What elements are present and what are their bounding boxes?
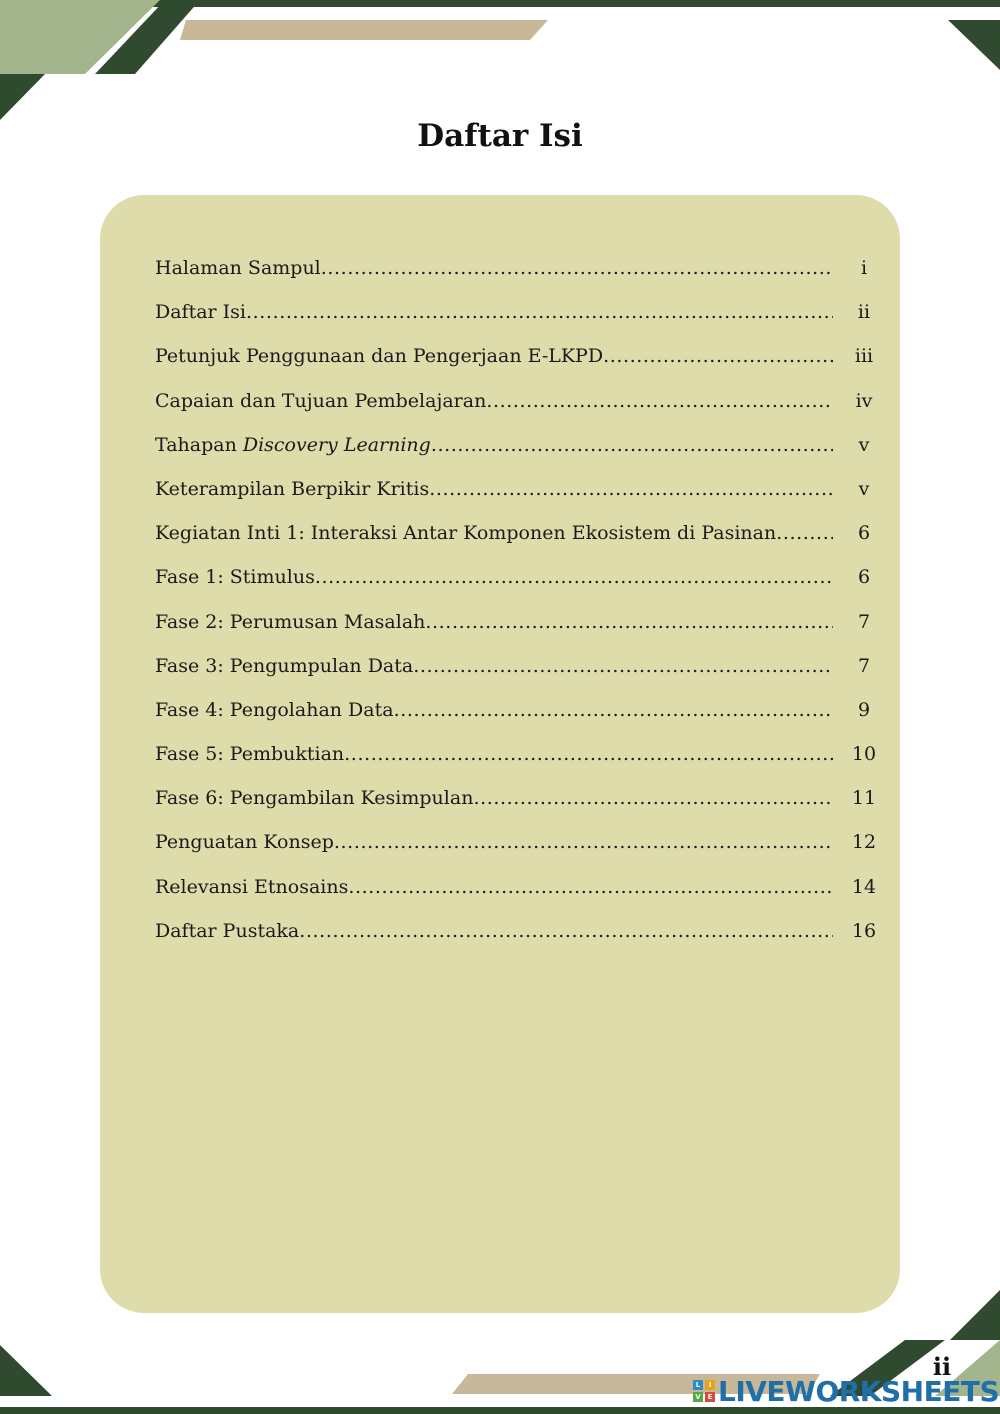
toc-dot-leader bbox=[246, 301, 833, 323]
toc-entry-page: 11 bbox=[851, 787, 877, 810]
logo-letter-v: V bbox=[693, 1392, 703, 1402]
toc-dot-leader bbox=[429, 478, 833, 500]
toc-dot-leader bbox=[334, 831, 833, 853]
toc-entry-label bbox=[155, 566, 315, 588]
toc-dot-leader bbox=[603, 345, 833, 367]
toc-entry-page: 6 bbox=[857, 566, 871, 589]
toc-entry-page: v bbox=[858, 433, 870, 456]
toc-entry[interactable] bbox=[155, 743, 877, 787]
toc-entry[interactable] bbox=[155, 920, 877, 964]
toc-entry-text: Daftar Isi bbox=[155, 301, 247, 324]
toc-entry-label bbox=[155, 478, 429, 500]
top-left-dark-wedge bbox=[0, 74, 45, 120]
toc-entry[interactable] bbox=[155, 257, 877, 301]
toc-entry-page: v bbox=[858, 477, 870, 500]
toc-entry-text: Petunjuk Penggunaan dan Pengerjaan E-LKPD bbox=[155, 345, 604, 368]
toc-dot-leader bbox=[321, 257, 833, 279]
toc-entry[interactable] bbox=[155, 699, 877, 743]
top-right-dark-triangle bbox=[948, 20, 1000, 70]
toc-dot-leader bbox=[425, 611, 833, 633]
toc-entry-text: Tahapan bbox=[155, 433, 243, 456]
toc-entry-page: 16 bbox=[851, 919, 877, 942]
toc-entry-text: Fase 6: Pengambilan Kesimpulan bbox=[155, 787, 474, 810]
liveworksheets-logo bbox=[693, 1374, 999, 1408]
toc-entry-label bbox=[155, 345, 603, 367]
toc-entry-label bbox=[155, 699, 394, 721]
toc-entry-page: 7 bbox=[857, 654, 871, 677]
toc-entry-text: Fase 2: Perumusan Masalah bbox=[155, 610, 426, 633]
toc-entry-text: Fase 1: Stimulus bbox=[155, 566, 315, 589]
top-tan-bar bbox=[180, 20, 548, 40]
toc-entry-text: Relevansi Etnosains bbox=[155, 875, 349, 898]
toc-entry[interactable] bbox=[155, 566, 877, 610]
toc-entry[interactable] bbox=[155, 478, 877, 522]
toc-entry-text: Fase 4: Pengolahan Data bbox=[155, 698, 394, 721]
page-number: ii bbox=[932, 1352, 952, 1381]
toc-entry-label bbox=[155, 434, 431, 456]
toc-entry-label bbox=[155, 787, 473, 809]
toc-entry[interactable] bbox=[155, 345, 877, 389]
toc-dot-leader bbox=[413, 655, 833, 677]
toc-entry-text: Kegiatan Inti 1: Interaksi Antar Komponen Ekosistem di Pasinan bbox=[155, 522, 777, 545]
toc-entry-label bbox=[155, 876, 348, 898]
toc-dot-leader bbox=[394, 699, 833, 721]
toc-entry-page: iii bbox=[854, 345, 874, 368]
toc-dot-leader bbox=[348, 876, 833, 898]
toc-entry-page: 6 bbox=[857, 522, 871, 545]
toc-entry-text: Capaian dan Tujuan Pembelajaran bbox=[155, 389, 487, 412]
toc-dot-leader bbox=[315, 566, 833, 588]
toc-entry-italic-text: Discovery Learning bbox=[242, 433, 431, 456]
toc-entry[interactable] bbox=[155, 876, 877, 920]
toc-entry-text: Halaman Sampul bbox=[155, 257, 321, 279]
toc-entry-page: 7 bbox=[857, 610, 871, 633]
toc-entry-text: Daftar Pustaka bbox=[155, 919, 300, 942]
toc-entry-label bbox=[155, 301, 246, 323]
toc-entry-label bbox=[155, 522, 776, 544]
toc-entry[interactable] bbox=[155, 831, 877, 875]
toc-entry-label bbox=[155, 743, 344, 765]
toc-entry[interactable] bbox=[155, 434, 877, 478]
toc-dot-leader bbox=[473, 787, 833, 809]
toc-entry-page: 9 bbox=[857, 698, 871, 721]
toc-entry-page: 14 bbox=[851, 875, 877, 898]
liveworksheets-icon bbox=[693, 1380, 715, 1402]
toc-entry-text: Penguatan Konsep bbox=[155, 831, 334, 854]
toc-entry-page: ii bbox=[857, 301, 871, 324]
toc-entry[interactable] bbox=[155, 390, 877, 434]
toc-entry-text: Keterampilan Berpikir Kritis bbox=[155, 477, 430, 500]
toc-entry-page: i bbox=[860, 257, 868, 279]
toc-entry[interactable] bbox=[155, 301, 877, 345]
bottom-border-strip bbox=[0, 1407, 1000, 1414]
toc-entry-label bbox=[155, 257, 321, 279]
toc-entry-label bbox=[155, 390, 486, 412]
toc-dot-leader bbox=[776, 522, 833, 544]
bottom-left-dark-triangle bbox=[0, 1345, 52, 1396]
toc-entry[interactable] bbox=[155, 522, 877, 566]
logo-letter-e: E bbox=[705, 1392, 715, 1402]
toc-entry[interactable] bbox=[155, 655, 877, 699]
toc-dot-leader bbox=[344, 743, 833, 765]
logo-letter-l: L bbox=[693, 1380, 703, 1390]
page-title: Daftar Isi bbox=[417, 118, 583, 154]
bottom-right-dark-wedge bbox=[950, 1290, 1000, 1340]
logo-letter-i: I bbox=[705, 1380, 715, 1390]
toc-dot-leader bbox=[299, 920, 833, 942]
toc-entry-page: 10 bbox=[851, 743, 877, 766]
toc-entry[interactable] bbox=[155, 611, 877, 655]
toc-dot-leader bbox=[431, 434, 833, 456]
toc-dot-leader bbox=[486, 390, 833, 412]
toc-entry-label bbox=[155, 611, 425, 633]
toc-entry[interactable] bbox=[155, 787, 877, 831]
toc-entry-text: Fase 3: Pengumpulan Data bbox=[155, 654, 414, 677]
toc-entry-label bbox=[155, 655, 413, 677]
toc-entry-page: iv bbox=[855, 389, 873, 412]
toc-entry-label bbox=[155, 920, 299, 942]
toc-entry-text: Fase 5: Pembuktian bbox=[155, 743, 345, 766]
liveworksheets-wordmark: LIVEWORKSHEETS bbox=[718, 1374, 1000, 1408]
toc-entry-label bbox=[155, 831, 334, 853]
toc-entry-page: 12 bbox=[851, 831, 877, 854]
table-of-contents bbox=[155, 257, 877, 964]
